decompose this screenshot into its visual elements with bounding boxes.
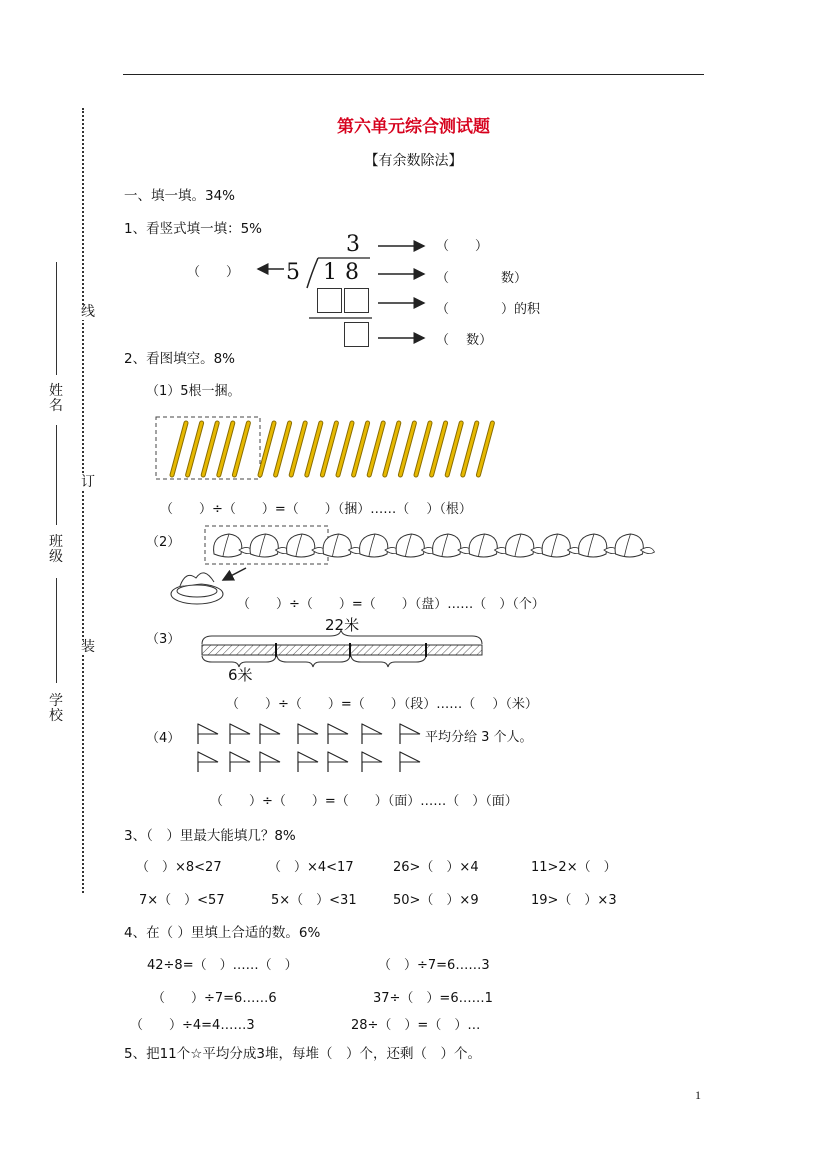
q4-item[interactable]: 42÷8=（ ）……（ ）	[147, 958, 298, 973]
binding-label-zhuang: 装	[81, 639, 95, 655]
q3-item[interactable]: 11>2×（ ）	[531, 860, 617, 875]
q4-item[interactable]: （ ）÷7=6……3	[378, 958, 490, 973]
q2-part4-instruction: 平均分给 3 个人。	[425, 730, 533, 745]
q3-item[interactable]: 19>（ ）×3	[531, 893, 617, 908]
divisor-answer-blank[interactable]: （ ）	[187, 265, 240, 280]
q2-label: 2、看图填空。8%	[124, 351, 236, 367]
flag-icon	[400, 752, 420, 772]
q5-label[interactable]: 5、把11个☆平均分成3堆，每堆（ ）个，还剩（ ）个。	[124, 1046, 481, 1062]
quotient-digit: 3	[346, 232, 360, 257]
flag-icon	[328, 724, 348, 744]
q3-label: 3、（ ）里最大能填几？8%	[124, 828, 296, 844]
flag-icon	[198, 752, 218, 772]
flag-icon	[362, 724, 382, 744]
segment-length-label: 6米	[228, 666, 253, 684]
flag-icon	[362, 752, 382, 772]
page-number: 1	[695, 1088, 701, 1102]
product-answer[interactable]: （ ）的积	[436, 302, 541, 317]
q2-part1-equation[interactable]: （ ）÷（ ）=（ ）（捆）……（ ）（根）	[160, 502, 472, 517]
total-length-label: 22米	[325, 616, 360, 634]
flag-icon	[400, 724, 420, 744]
q3-item[interactable]: 26>（ ）×4	[393, 860, 479, 875]
q4-item[interactable]: （ ）÷7=6……6	[152, 991, 277, 1006]
binding-label-ding: 订	[81, 474, 95, 490]
q3-item[interactable]: 7×（ ）<57	[139, 893, 225, 908]
q3-item[interactable]: （ ）×4<17	[268, 860, 354, 875]
school-label: 学校	[49, 693, 63, 724]
q1-label: 1、看竖式填一填：5%	[124, 221, 263, 237]
page-subtitle: 【有余数除法】	[364, 153, 463, 169]
dividend-answer[interactable]: （ 数）	[436, 271, 528, 286]
flag-icon	[260, 752, 280, 772]
q2-part2-equation[interactable]: （ ）÷（ ）=（ ）（盘）……（ ）（个）	[237, 597, 545, 612]
q4-item[interactable]: 37÷（ ）=6……1	[373, 991, 493, 1006]
flag-icon	[298, 724, 318, 744]
q3-item[interactable]: 50>（ ）×9	[393, 893, 479, 908]
divisor-digit: 5	[286, 260, 300, 285]
q2-part2-label: （2）	[146, 535, 181, 550]
q2-part3-equation[interactable]: （ ）÷（ ）=（ ）（段）……（ ）（米）	[226, 697, 538, 712]
binding-label-line: 线	[81, 304, 95, 320]
q2-part3-label: （3）	[146, 632, 181, 647]
flag-icon	[298, 752, 318, 772]
q3-item[interactable]: （ ）×8<27	[136, 860, 222, 875]
q3-item[interactable]: 5×（ ）<31	[271, 893, 357, 908]
flag-icon	[230, 724, 250, 744]
q2-part4-equation[interactable]: （ ）÷（ ）=（ ）（面）……（ ）（面）	[210, 794, 518, 809]
q2-part4-label: （4）	[146, 731, 181, 746]
q4-label: 4、在（ ）里填上合适的数。6%	[124, 925, 321, 941]
dividend-digits: 18	[323, 260, 367, 285]
flag-icon	[260, 724, 280, 744]
page-title: 第六单元综合测试题	[337, 117, 490, 137]
q4-item[interactable]: （ ）÷4=4……3	[130, 1018, 255, 1033]
quotient-answer[interactable]: （ ）	[436, 239, 489, 254]
remainder-answer[interactable]: （ 数）	[436, 333, 493, 348]
class-label: 班级	[49, 534, 63, 565]
q4-item[interactable]: 28÷（ ）=（ ）…	[351, 1018, 481, 1033]
flag-icon	[328, 752, 348, 772]
section1-heading: 一、填一填。34%	[124, 188, 236, 204]
q2-part1-label: （1）5根一捆。	[146, 384, 241, 399]
name-label: 姓名	[49, 383, 63, 414]
flag-icon	[198, 724, 218, 744]
flag-icon	[230, 752, 250, 772]
